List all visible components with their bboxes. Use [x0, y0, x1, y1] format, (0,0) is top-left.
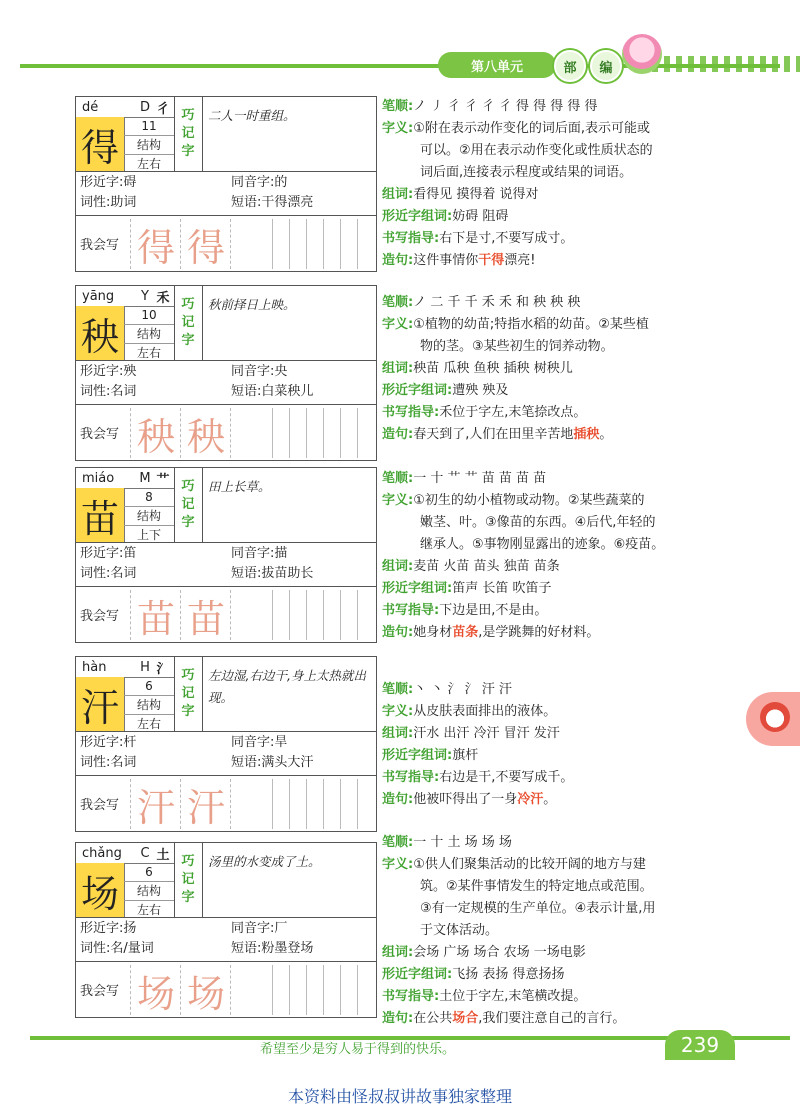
zuci-label: 组词: [382, 361, 414, 376]
xjzc-label: 形近字组词: [382, 581, 453, 596]
practice-row [76, 406, 376, 460]
practice-char-2: 秧 [180, 408, 231, 458]
zuci-row [382, 556, 712, 578]
zi-text: 字 [181, 704, 195, 719]
zhidao-label: 书写指导: [382, 231, 440, 246]
bishun-label: 笔顺: [382, 835, 414, 850]
practice-grid[interactable] [272, 219, 374, 269]
zaoju-highlight: 苗条 [452, 625, 479, 640]
cixing: 词性:名/量词 [80, 941, 154, 956]
zuci-label: 组词: [382, 187, 414, 202]
qiao-text: 巧 [181, 297, 195, 312]
pinyin: miáo [82, 470, 115, 486]
zaoju-highlight: 冷汗 [517, 792, 544, 807]
stroke-count: 11 [124, 117, 174, 136]
xingjinzi: 形近字:殃 [80, 364, 137, 379]
pinyin: chǎng [82, 845, 122, 861]
bishun-row [382, 96, 712, 118]
radical: 土 [156, 847, 170, 863]
ji-text: 记 [181, 497, 195, 512]
zuci-value: 看得见 摸得着 说得对 [413, 187, 539, 202]
bishun-label: 笔顺: [382, 471, 414, 486]
footer-quote: 希望至少是穷人易于得到的快乐。 [260, 1042, 456, 1057]
ziyi-value [382, 121, 712, 184]
ziyi-line: 从皮肤表面排出的液体。 [413, 704, 557, 719]
ziyi-line: ①植物的幼苗;特指水稻的幼苗。②某些植 [413, 317, 649, 332]
char-details [382, 96, 712, 272]
header-dots [640, 56, 800, 72]
practice-char-1: 场 [130, 965, 181, 1015]
ji-text: 记 [181, 315, 195, 330]
practice-char-1: 得 [130, 219, 181, 269]
xjzc-value: 飞扬 表扬 得意扬扬 [452, 967, 565, 982]
xjzc-row [382, 745, 712, 767]
pinyin: yāng [82, 288, 115, 304]
ziyi-line: 筑。②某件事情发生的特定地点或范围。 [420, 879, 653, 894]
fairy-mascot-icon [622, 34, 662, 74]
mnemonic: 二人一时重组。 [208, 108, 296, 123]
qiaojizi-label [174, 97, 203, 171]
card-top [76, 468, 376, 543]
bishun-value: 一 十 艹 艹 苗 苗 苗 苗 [413, 471, 547, 486]
zuci-value: 会场 广场 场合 农场 一场电影 [413, 945, 586, 960]
ziyi-label: 字义: [382, 121, 414, 136]
qiaojizi-label [174, 843, 203, 917]
pinyin-row [76, 468, 175, 489]
card-top [76, 657, 376, 732]
zhidao-value: 土位于字左,末笔横改提。 [439, 989, 587, 1004]
practice-char-1: 苗 [130, 590, 181, 640]
zaoju-pre: 他被吓得出了一身 [413, 792, 518, 807]
zaoju-row [382, 622, 712, 644]
xjzc-label: 形近字组词: [382, 967, 453, 982]
structure-value: 左右 [136, 903, 161, 917]
bishun-value: ノ 二 千 千 禾 禾 和 秧 秧 秧 [413, 295, 581, 310]
bishun-value: 一 十 土 场 场 场 [413, 835, 512, 850]
zaoju-pre: 在公共 [413, 1011, 453, 1026]
index-letter: Y [141, 288, 149, 304]
pinyin-row [76, 286, 175, 307]
ziyi-value [382, 317, 712, 358]
bishun-row [382, 292, 712, 314]
ziyi-line: 嫩茎、叶。③像苗的东西。④后代,年轻的 [420, 515, 656, 530]
xjzc-row [382, 964, 712, 986]
xjzc-label: 形近字组词: [382, 383, 453, 398]
mnemonic: 汤里的水变成了土。 [208, 854, 321, 869]
ziyi-line: 于文体活动。 [420, 923, 499, 938]
tongyinzi: 同音字:厂 [231, 921, 288, 936]
xjzc-value: 笛声 长笛 吹笛子 [452, 581, 552, 596]
ziyi-value [382, 857, 712, 942]
qiao-text: 巧 [181, 108, 195, 123]
structure-label: 结构 [124, 136, 174, 155]
ziyi-line: ③有一定规模的生产单位。④表示计量,用 [420, 901, 656, 916]
pinyin: dé [82, 99, 99, 115]
index-letter: M [139, 470, 151, 486]
practice-box[interactable] [230, 590, 273, 640]
zuci-value: 汗水 出汗 冷汗 冒汗 发汗 [413, 726, 560, 741]
ziyi-label: 字义: [382, 493, 414, 508]
zuci-label: 组词: [382, 726, 414, 741]
practice-box[interactable] [230, 219, 273, 269]
xjzc-value: 遭殃 殃及 [452, 383, 509, 398]
practice-label: 我会写 [80, 427, 120, 442]
zhidao-row [382, 402, 712, 424]
char-info [76, 731, 376, 776]
char-meta [124, 488, 175, 542]
xingjinzi: 形近字:扬 [80, 921, 137, 936]
xjzc-value: 妨碍 阻碍 [452, 209, 509, 224]
zaoju-post: 。 [599, 427, 613, 442]
credit-line: 本资料由怪叔叔讲故事独家整理 [287, 1087, 512, 1106]
cixing: 词性:名词 [80, 566, 137, 581]
zaoju-label: 造句: [382, 427, 414, 442]
pinyin: hàn [82, 659, 107, 675]
pinyin-row [76, 843, 175, 864]
zuci-row [382, 723, 712, 745]
xingjinzi: 形近字:杆 [80, 735, 137, 750]
tongyinzi: 同音字:旱 [231, 735, 288, 750]
zhidao-value: 下边是田,不是由。 [439, 603, 548, 618]
zhidao-label: 书写指导: [382, 989, 440, 1004]
duanyu: 短语:干得漂亮 [231, 195, 314, 210]
index-letter: C [140, 845, 150, 861]
char-info [76, 171, 376, 216]
cixing: 词性:名词 [80, 755, 137, 770]
structure-label: 结构 [124, 325, 174, 344]
radical: 氵 [156, 661, 170, 677]
practice-char-1: 汗 [130, 779, 181, 829]
qiaojizi-label [174, 657, 203, 731]
char-info [76, 542, 376, 587]
practice-label: 我会写 [80, 798, 120, 813]
zaoju-row [382, 789, 712, 811]
ziyi-row [382, 314, 712, 358]
ziyi-value [413, 704, 556, 719]
char-info [76, 360, 376, 405]
mnemonic: 秋前择日上映。 [208, 297, 296, 312]
zaoju-label: 造句: [382, 1011, 414, 1026]
tongyinzi: 同音字:央 [231, 364, 288, 379]
zaoju-row [382, 424, 712, 446]
edition-badge-1: 部 [554, 50, 586, 82]
radical: 彳 [156, 101, 170, 117]
zaoju-pre: 春天到了,人们在田里辛苦地 [413, 427, 574, 442]
pinyin-row [76, 97, 175, 118]
radical: 艹 [156, 472, 170, 488]
practice-grid[interactable] [272, 408, 374, 458]
practice-box[interactable] [230, 779, 273, 829]
duanyu: 短语:满头大汗 [231, 755, 314, 770]
structure-label: 结构 [124, 696, 174, 715]
char-card [75, 96, 377, 272]
mnemonic: 左边湿,右边干,身上太热就出现。 [208, 668, 366, 705]
char-card [75, 656, 377, 832]
bishun-row [382, 468, 712, 490]
bishun-value: ノ ㇓ 彳 彳 彳 彳 得 得 得 得 得 [413, 99, 598, 114]
qiaojizi-label [174, 286, 203, 360]
zaoju-highlight: 干得 [478, 253, 505, 268]
zaoju-pre: 她身材 [413, 625, 453, 640]
zhidao-row [382, 986, 712, 1008]
pinyin-row [76, 657, 175, 678]
practice-char-2: 场 [180, 965, 231, 1015]
zuci-label: 组词: [382, 945, 414, 960]
radical: 禾 [156, 290, 170, 306]
zuci-row [382, 942, 712, 964]
practice-grid[interactable] [272, 590, 374, 640]
char-card [75, 285, 377, 461]
zaoju-label: 造句: [382, 625, 414, 640]
zaoju-pre: 这件事情你 [413, 253, 479, 268]
practice-char-2: 苗 [180, 590, 231, 640]
cixing: 词性:助词 [80, 195, 137, 210]
ziyi-line: 可以。②用在表示动作变化或性质状态的 [420, 143, 653, 158]
xjzc-label: 形近字组词: [382, 209, 453, 224]
practice-row [76, 963, 376, 1017]
zhidao-label: 书写指导: [382, 405, 440, 420]
practice-char-2: 得 [180, 219, 231, 269]
char-details [382, 292, 712, 446]
xjzc-value: 旗杆 [452, 748, 479, 763]
char-meta [124, 117, 175, 171]
structure-value: 上下 [136, 528, 161, 542]
duanyu: 短语:粉墨登场 [231, 941, 314, 956]
practice-grid[interactable] [272, 779, 374, 829]
index-letter: D [139, 99, 150, 115]
zuci-value: 麦苗 火苗 苗头 独苗 苗条 [413, 559, 560, 574]
zuci-value: 秧苗 瓜秧 鱼秧 插秧 树秧儿 [413, 361, 573, 376]
page-number: 239 [665, 1030, 735, 1060]
xingjinzi: 形近字:笛 [80, 546, 137, 561]
zaoju-label: 造句: [382, 792, 414, 807]
zhidao-row [382, 228, 712, 250]
ji-text: 记 [181, 686, 195, 701]
char-meta [124, 863, 175, 917]
char-meta [124, 306, 175, 360]
bishun-row [382, 679, 712, 701]
unit-title: 第八单元 [438, 52, 556, 78]
char-details [382, 679, 712, 811]
zaoju-post: 。 [543, 792, 557, 807]
stroke-count: 6 [124, 863, 174, 882]
practice-row [76, 217, 376, 271]
xjzc-row [382, 578, 712, 600]
zuci-row [382, 184, 712, 206]
main-character: 苗 [76, 488, 125, 542]
duanyu: 短语:拔苗助长 [231, 566, 314, 581]
ziyi-line: 词后面,连接表示程度或结果的词语。 [420, 165, 633, 180]
zi-text: 字 [181, 890, 195, 905]
zaoju-label: 造句: [382, 253, 414, 268]
practice-row [76, 777, 376, 831]
ziyi-row [382, 854, 712, 942]
cixing: 词性:名词 [80, 384, 137, 399]
ziyi-row [382, 118, 712, 184]
tongyinzi: 同音字:的 [231, 175, 288, 190]
card-top [76, 97, 376, 172]
char-info [76, 917, 376, 962]
ziyi-label: 字义: [382, 704, 414, 719]
bishun-label: 笔顺: [382, 295, 414, 310]
zhidao-value: 右下是寸,不要写成寸。 [439, 231, 574, 246]
edition-badge-2: 编 [590, 50, 622, 82]
stroke-count: 10 [124, 306, 174, 325]
main-character: 秧 [76, 306, 125, 360]
xjzc-label: 形近字组词: [382, 748, 453, 763]
practice-label: 我会写 [80, 609, 120, 624]
zaoju-highlight: 场合 [452, 1011, 479, 1026]
main-character: 得 [76, 117, 125, 171]
zi-text: 字 [181, 515, 195, 530]
practice-char-2: 汗 [180, 779, 231, 829]
practice-label: 我会写 [80, 984, 120, 999]
main-character: 场 [76, 863, 125, 917]
zuci-row [382, 358, 712, 380]
zhidao-row [382, 600, 712, 622]
xjzc-row [382, 380, 712, 402]
zi-text: 字 [181, 333, 195, 348]
zhidao-value: 禾位于字左,末笔捺改点。 [439, 405, 587, 420]
zaoju-highlight: 插秧 [573, 427, 600, 442]
tongyinzi: 同音字:描 [231, 546, 288, 561]
zaoju-post: ,我们要注意自己的言行。 [478, 1011, 626, 1026]
stroke-count: 8 [124, 488, 174, 507]
zi-text: 字 [181, 144, 195, 159]
ziyi-row [382, 701, 712, 723]
practice-box[interactable] [230, 965, 273, 1015]
zaoju-post: ,是学跳舞的好材料。 [478, 625, 600, 640]
bishun-label: 笔顺: [382, 682, 414, 697]
zaoju-row [382, 1008, 712, 1030]
ji-text: 记 [181, 126, 195, 141]
qiaojizi-label [174, 468, 203, 542]
char-card [75, 842, 377, 1018]
ziyi-line: 物的茎。③某些初生的饲养动物。 [420, 339, 614, 354]
zhidao-value: 右边是干,不要写成千。 [439, 770, 574, 785]
xjzc-row [382, 206, 712, 228]
ziyi-line: ①供人们聚集活动的比较开阔的地方与建 [413, 857, 646, 872]
index-letter: H [140, 659, 150, 675]
practice-row [76, 588, 376, 642]
ziyi-line: ①附在表示动作变化的词后面,表示可能或 [413, 121, 650, 136]
char-meta [124, 677, 175, 731]
practice-box[interactable] [230, 408, 273, 458]
zaoju-row [382, 250, 712, 272]
structure-value: 左右 [136, 346, 161, 360]
ziyi-value [382, 493, 712, 556]
ziyi-label: 字义: [382, 317, 414, 332]
char-details [382, 832, 712, 1030]
duanyu: 短语:白菜秧儿 [231, 384, 314, 399]
qiao-text: 巧 [181, 668, 195, 683]
card-top [76, 286, 376, 361]
zaoju-post: 漂亮! [504, 253, 536, 268]
practice-char-1: 秧 [130, 408, 181, 458]
practice-label: 我会写 [80, 238, 120, 253]
ziyi-line: 继承人。⑤事物刚显露出的迹象。⑥疫苗。 [420, 537, 665, 552]
main-character: 汗 [76, 677, 125, 731]
zhidao-row [382, 767, 712, 789]
practice-grid[interactable] [272, 965, 374, 1015]
ji-text: 记 [181, 872, 195, 887]
ziyi-label: 字义: [382, 857, 414, 872]
zhidao-label: 书写指导: [382, 770, 440, 785]
bishun-row [382, 832, 712, 854]
ziyi-line: ①初生的幼小植物或动物。②某些蔬菜的 [413, 493, 645, 508]
qiao-text: 巧 [181, 854, 195, 869]
zuci-label: 组词: [382, 559, 414, 574]
fox-mascot-icon [760, 702, 790, 732]
zhidao-label: 书写指导: [382, 603, 440, 618]
char-details [382, 468, 712, 644]
structure-value: 左右 [136, 717, 161, 731]
structure-label: 结构 [124, 882, 174, 901]
ziyi-row [382, 490, 712, 556]
structure-label: 结构 [124, 507, 174, 526]
structure-value: 左右 [136, 157, 161, 171]
bishun-label: 笔顺: [382, 99, 414, 114]
mnemonic: 田上长草。 [208, 479, 271, 494]
qiao-text: 巧 [181, 479, 195, 494]
card-top [76, 843, 376, 918]
bishun-value: 丶 丶 氵 氵 汗 汗 [413, 682, 512, 697]
char-card [75, 467, 377, 643]
stroke-count: 6 [124, 677, 174, 696]
xingjinzi: 形近字:碍 [80, 175, 137, 190]
